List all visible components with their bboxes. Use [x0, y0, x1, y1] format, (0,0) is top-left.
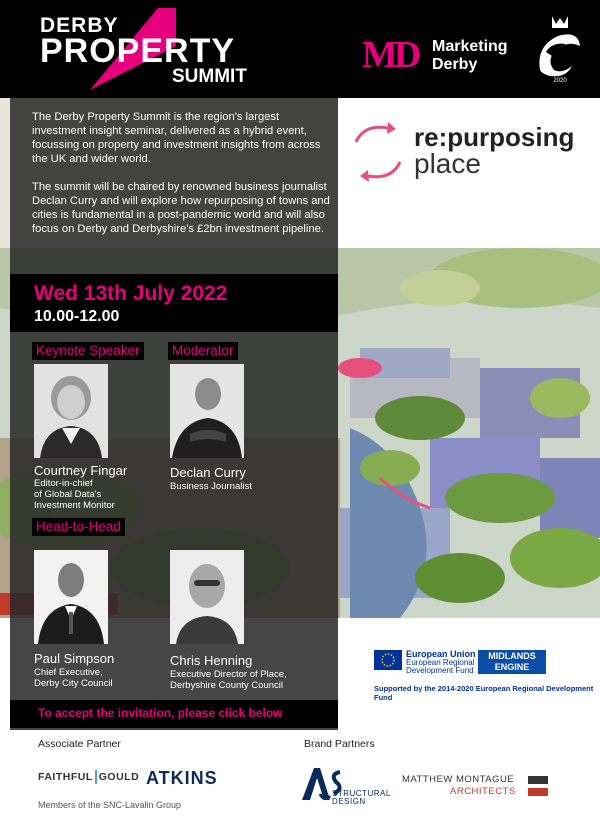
ajs-line2: DESIGN — [332, 797, 366, 806]
cta-text[interactable]: To accept the invitation, please click below — [38, 706, 283, 720]
ajs-subtitle — [332, 790, 391, 806]
eu-line2: Development Fund — [406, 666, 474, 675]
md-text-line1: Marketing — [432, 38, 508, 55]
repurposing-place-logo — [348, 118, 600, 198]
marketing-derby-mark[interactable]: MD — [362, 34, 418, 76]
derby-property-summit-logo[interactable] — [32, 8, 262, 88]
header — [0, 0, 600, 98]
speaker-name-paul: Paul Simpson — [34, 651, 115, 666]
speaker-role-paul-1: Chief Executive, — [34, 667, 103, 678]
moderator-label: Moderator — [168, 342, 238, 360]
speaker-role-paul-2: Derby City Council — [34, 678, 113, 689]
logo-divider — [95, 770, 97, 784]
eu-flag-icon — [374, 650, 402, 670]
accept-invitation-cta[interactable] — [10, 700, 338, 728]
speaker-photo-declan — [170, 364, 244, 458]
avatar — [170, 364, 244, 458]
event-date: Wed 13th July 2022 — [34, 282, 228, 305]
event-time: 10.00-12.00 — [34, 308, 120, 325]
speaker-name-declan: Declan Curry — [170, 465, 246, 480]
intro-paragraph-1: The Derby Property Summit is the region's largest investment insight seminar, delivered as a hybrid event, focussing on property and investment insights from across the UK and wider world. — [32, 111, 321, 165]
ajs-line1: STRUCTURAL — [332, 789, 391, 798]
speaker-role-chris-1: Executive Director of Place, — [170, 669, 287, 680]
speaker-name-chris: Chris Henning — [170, 653, 253, 668]
intro-text — [32, 110, 332, 250]
speaker-photo-paul — [34, 550, 108, 644]
brand-partners-heading: Brand Partners — [304, 738, 375, 750]
speaker-role-chris-2: Derbyshire County Council — [170, 680, 283, 691]
avatar — [34, 550, 108, 644]
snc-lavalin-text: Members of the SNC-Lavalin Group — [38, 800, 182, 810]
speaker-photo-courtney — [34, 364, 108, 458]
speaker-name-courtney: Courtney Fingar — [34, 463, 128, 478]
mm-logo-bar-red — [528, 788, 548, 796]
keynote-label: Keynote Speaker — [32, 342, 144, 360]
eu-fund-text — [406, 650, 476, 675]
eu-title: European Union — [406, 649, 476, 659]
logo-summit: SUMMIT — [172, 66, 247, 87]
eu-support-text: Supported by the 2014-2020 European Regional Development Fund — [374, 684, 594, 702]
mm-logo-bar-dark — [528, 776, 548, 784]
award-year: 2020 — [553, 78, 567, 84]
repurposing-text: re:purposing — [414, 122, 575, 152]
gould-text: GOULD — [98, 770, 140, 783]
event-datetime — [10, 274, 338, 332]
midlands-line1: MIDLANDS — [488, 651, 536, 661]
faithful-gould-logo[interactable] — [38, 770, 139, 784]
queens-award-icon — [532, 12, 588, 84]
marketing-derby-text[interactable] — [432, 38, 508, 74]
speaker-role-courtney-3: Investment Monitor — [34, 500, 115, 511]
eu-line1: European Regional — [406, 658, 475, 667]
associate-partner-heading: Associate Partner — [38, 738, 121, 750]
recycle-arrows-icon — [348, 118, 408, 188]
architects-text[interactable]: ARCHITECTS — [450, 786, 516, 797]
speaker-role-courtney-1: Editor-in-chief — [34, 478, 93, 489]
info-panel — [10, 98, 338, 730]
head-to-head-label: Head-to-Head — [32, 518, 125, 536]
logo-property: PROPERTY — [40, 32, 236, 70]
avatar — [170, 550, 244, 644]
faithful-text: FAITHFUL — [38, 770, 93, 783]
place-text: place — [414, 148, 481, 179]
midlands-engine-logo — [478, 650, 546, 674]
avatar — [34, 364, 108, 458]
speaker-role-declan: Business Journalist — [170, 481, 252, 492]
md-text-line2: Derby — [432, 56, 478, 73]
speaker-photo-chris — [170, 550, 244, 644]
matthew-montague-text[interactable]: MATTHEW MONTAGUE — [402, 774, 515, 785]
midlands-line2: ENGINE — [494, 662, 530, 672]
speaker-role-courtney-2: of Global Data's — [34, 489, 102, 500]
atkins-logo[interactable]: ATKINS — [146, 768, 218, 788]
intro-paragraph-2: The summit will be chaired by renowned business journalist Declan Curry and will explore how repurposing of towns and cities is fundamental in a post-pandemic world and will also focus on Derby and Derbyshire's £2bn investment pipeline. — [32, 181, 330, 235]
logo-derby: DERBY — [40, 14, 119, 37]
